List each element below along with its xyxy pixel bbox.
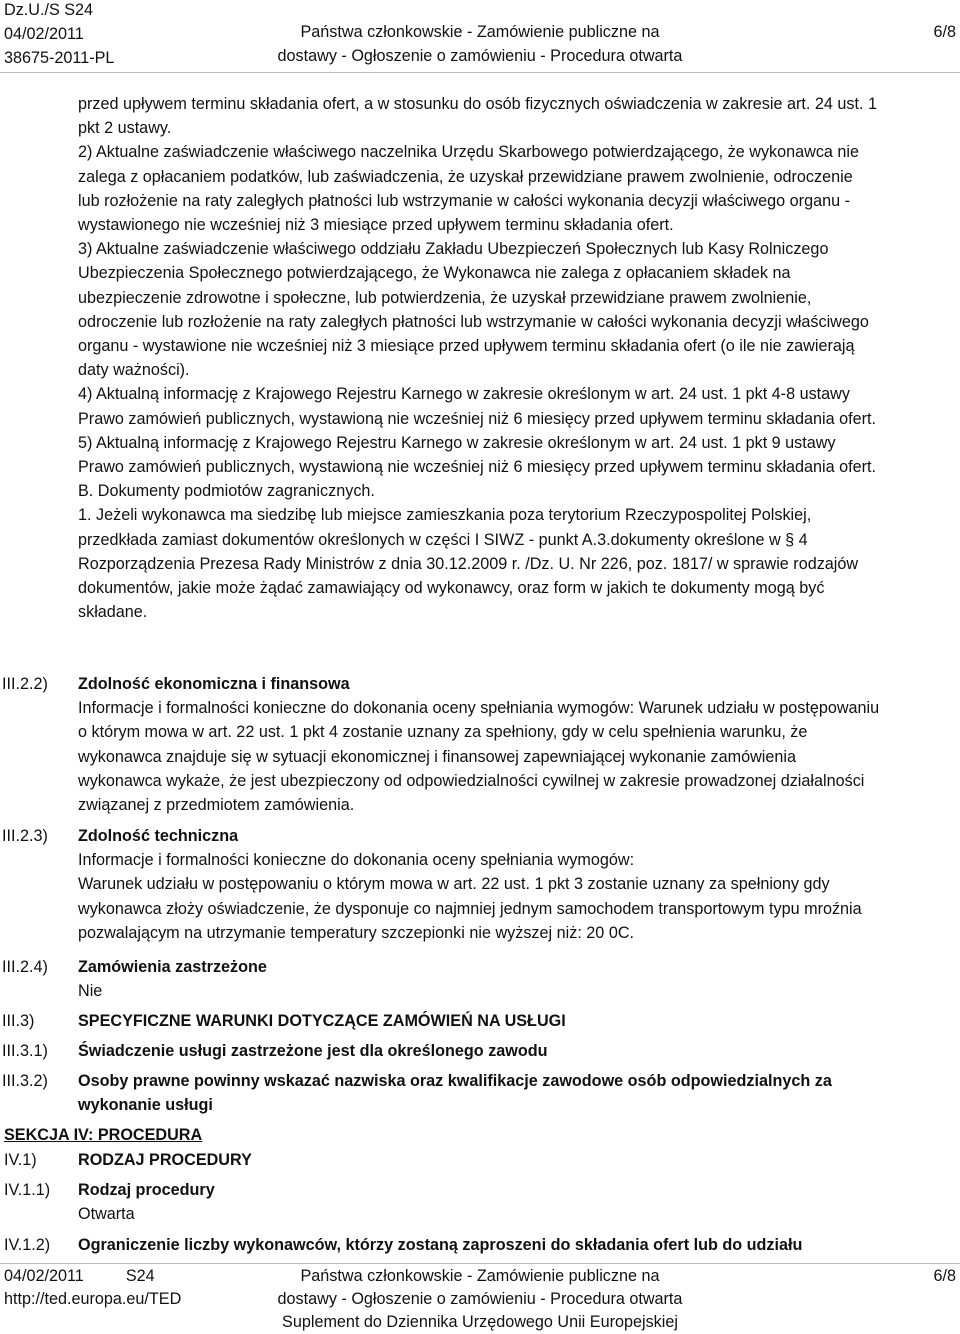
section-number-iii-3: III.3) [2,1012,35,1030]
text-line: wykonawca znajduje się w sytuacji ekonomicznej i finansowej zapewniającej wykonanie zamówienia [78,747,797,766]
header-page-number: 6/8 [933,23,956,41]
text-line: 3) Aktualne zaświadczenie właściwego oddziału Zakładu Ubezpieczeń Społecznych lub Kasy Rolniczego [78,240,829,259]
section-iv-heading: SEKCJA IV: PROCEDURA [4,1126,203,1144]
section-title: Zdolność ekonomiczna i finansowa [78,675,350,693]
document-body [78,92,956,624]
section-iv-1-1 [78,1178,956,1226]
section-iii-3-1 [78,1039,956,1063]
text-line: Ubezpieczenia Społecznego potwierdzającego, że Wykonawca nie zalega z opłacaniem składek na [78,264,791,283]
section-title-line1: Osoby prawne powinny wskazać nazwiska oraz kwalifikacje zawodowe osób odpowiedzialnych za [78,1072,832,1090]
text-line: lub rozłożenie na raty zaległych płatności lub wstrzymanie w całości wykonania decyzji właściwego organu - [78,191,850,210]
text-line: Informacje i formalności konieczne do dokonania oceny spełniania wymogów: Warunek udziału w postępowaniu [78,699,880,718]
text-line: odroczenie lub rozłożenie na raty zaległych płatności lub wstrzymanie w całości wykonania decyzji właściwego [78,312,869,331]
text-line: wykonawca wykaże, że jest ubezpieczony od odpowiedzialności cywilnej w zakresie prowadzonej działalności [78,771,865,790]
section-text [78,848,956,945]
text-line: B. Dokumenty podmiotów zagranicznych. [78,482,375,501]
footer-title [0,1265,960,1334]
text-line: wykonawca złoży oświadczenie, że dysponuje co najmniej jednym samochodem transportowym typu mroźnia [78,899,862,918]
section-title-iv-1: RODZAJ PROCEDURY [78,1151,252,1169]
section-number-iii-3-1: III.3.1) [2,1042,48,1060]
text-line: składane. [78,603,148,622]
footer-url: http://ted.europa.eu/TED [4,1290,182,1308]
section-value: Otwarta [78,1205,135,1224]
section-number-iv-1-1: IV.1.1) [4,1181,51,1199]
footer-series: S24 [125,1267,155,1285]
section-iii-2-4 [78,955,956,1003]
section-title-iv-1-2: Ograniczenie liczby wykonawców, którzy zostaną zaproszeni do składania ofert lub do udziału [78,1236,803,1254]
text-line: ubezpieczenie zdrowotne i społeczne, lub potwierdzenia, że uzyskał przewidziane prawem zwolnienie, [78,288,812,307]
text-line: pkt 2 ustawy. [78,119,172,138]
section-value: Nie [78,982,103,1001]
text-line: zalega z opłacaniem podatków, lub zaświadczenia, że uzyskał przewidziane prawem zwolnienie, odroczenie [78,167,853,186]
text-line: przedkłada zamiast dokumentów określonych w części I SIWZ - punkt A.3.dokumenty określone w § 4 [78,530,808,549]
header-title-line2: dostawy - Ogłoszenie o zamówieniu - Procedura otwarta [277,47,683,65]
text-line: przed upływem terminu składania ofert, a w stosunku do osób fizycznych oświadczenia w zakresie art. 24 ust. 1 [78,95,877,113]
text-line: Rozporządzenia Prezesa Rady Ministrów z dnia 30.12.2009 r. /Dz. U. Nr 226, poz. 1817/ w sprawie rodzajów [78,554,859,573]
section-iii-2-2 [78,672,956,817]
footer-title-line2: dostawy - Ogłoszenie o zamówieniu - Procedura otwarta [277,1290,683,1308]
text-line: o którym mowa w art. 22 ust. 1 pkt 4 zostanie uznany za spełniony, gdy w celu spełnienia warunku, że [78,723,808,742]
section-title: SPECYFICZNE WARUNKI DOTYCZĄCE ZAMÓWIEŃ NA USŁUGI [78,1012,566,1030]
text-line: Prawo zamówień publicznych, wystawioną nie wcześniej niż 6 miesięcy przed upływem terminu składania ofert. [78,409,877,428]
section-number-iii-2-2: III.2.2) [2,675,48,693]
journal-ref: Dz.U./S S24 [4,1,94,19]
section-number-iii-2-4: III.2.4) [2,958,48,976]
text-line: Prawo zamówień publicznych, wystawioną nie wcześniej niż 6 miesięcy przed upływem terminu składania ofert. [78,458,877,477]
section-iii-2-3 [78,824,956,945]
section-iii-3-2 [78,1069,956,1117]
text-line: związanej z przedmiotem zamówienia. [78,796,355,815]
text-line: wystawionego nie wcześniej niż 3 miesiące przed upływem terminu składania ofert. [78,216,674,235]
footer-page-number: 6/8 [933,1267,956,1285]
text-line: daty ważności). [78,361,190,380]
section-number-iii-2-3: III.2.3) [2,827,48,845]
text-line: 1. Jeżeli wykonawca ma siedzibę lub miejsce zamieszkania poza terytorium Rzeczypospolitej Polskiej, [78,506,812,525]
section-number-iv-1-2: IV.1.2) [4,1236,51,1254]
text-line: Warunek udziału w postępowaniu o którym mowa w art. 22 ust. 1 pkt 3 zostanie uznany za spełniony gdy [78,875,830,894]
header-divider [0,72,960,73]
footer-supplement: Suplement do Dziennika Urzędowego Unii Europejskiej [282,1313,678,1331]
section-title: Świadczenie usługi zastrzeżone jest dla określonego zawodu [78,1042,548,1060]
text-line: dokumentów, jakie może żądać zamawiający od wykonawcy, oraz form w jakich te dokumenty mogą być [78,579,825,598]
section-text [78,696,956,817]
footer-divider [0,1263,960,1264]
text-line: 5) Aktualną informację z Krajowego Rejestru Karnego w zakresie określonym w art. 24 ust. 1 pkt 9 ustawy [78,433,836,452]
header-title [0,20,960,68]
section-iii-3 [78,1009,956,1033]
section-title: Rodzaj procedury [78,1181,215,1199]
header-title-line1: Państwa członkowskie - Zamówienie publiczne na [300,23,660,41]
text-line: organu - wystawione nie wcześniej niż 3 miesiące przed upływem terminu składania ofert (o ile nie zawierają [78,337,855,356]
text-line: pozwalającym na utrzymanie temperatury szczepionki nie wyższej niż: 20 0C. [78,923,635,942]
section-number-iv-1: IV.1) [4,1151,37,1169]
header-date: 04/02/2011 [4,25,84,43]
text-line: 4) Aktualną informację z Krajowego Rejestru Karnego w zakresie określonym w art. 24 ust. 1 pkt 4-8 ustawy [78,385,850,404]
footer-title-line1: Państwa członkowskie - Zamówienie publiczne na [300,1267,660,1285]
section-title-line2: wykonanie usługi [78,1096,213,1115]
section-number-iii-3-2: III.3.2) [2,1072,48,1090]
section-title: Zamówienia zastrzeżone [78,958,267,976]
intro-paragraph [78,92,956,624]
doc-id: 38675-2011-PL [4,49,115,67]
section-title: Zdolność techniczna [78,827,239,845]
footer-date: 04/02/2011 [4,1267,84,1285]
text-line: 2) Aktualne zaświadczenie właściwego naczelnika Urzędu Skarbowego potwierdzającego, że wykonawca nie [78,143,860,162]
text-line: Informacje i formalności konieczne do dokonania oceny spełniania wymogów: [78,851,635,870]
